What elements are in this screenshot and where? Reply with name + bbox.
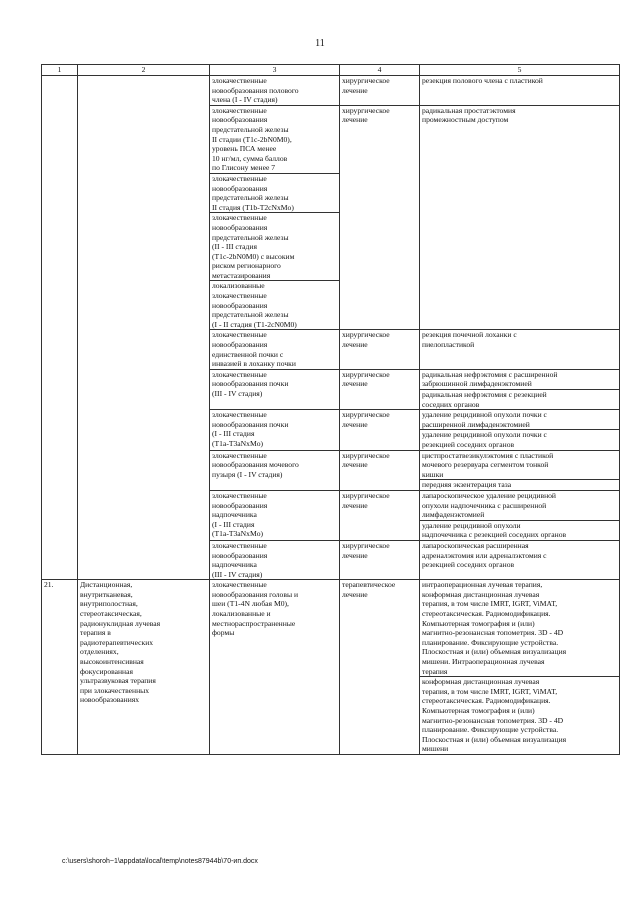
disease-cell: злокачественные новообразования почки (III - IV стадия): [210, 369, 340, 409]
disease-cell: злокачественные новообразования надпочечника (I - III стадия (T1a-T3aNxMo): [210, 490, 340, 540]
method-cell: интраоперационная лучевая терапия, конформная дистанционная лучевая терапия, в том числе IMRT, IGRT, ViMAT, стереотаксическая. Радиомодификация. Компьютерная томография и (или) магнитно-резонансная топометрия. 3D - 4D планирование. Фиксирующие устройства. Плоскостная и (или) объемная визуализация мишени. Интраоперационная лучевая терапия: [420, 580, 620, 677]
treatment-cell: хирургическое лечение: [340, 369, 420, 409]
row-number-cell: [42, 76, 78, 580]
column-number-5: 5: [420, 65, 620, 76]
page-number: 11: [315, 38, 325, 49]
procedure-name-cell: Дистанционная, внутритканевая, внутриполостная, стереотаксическая, радионуклидная лучевая терапия в радиотерапевтических отделениях, высокоинтенсивная фокусированная ультразвуковая терапия при злокачественных новообразованиях: [78, 580, 210, 755]
column-number-1: 1: [42, 65, 78, 76]
method-cell: удаление рецидивной опухоли надпочечника с резекцией соседних органов: [420, 520, 620, 540]
procedure-name-cell: [78, 76, 210, 580]
table-header-row: [42, 65, 620, 76]
treatment-cell: хирургическое лечение: [340, 76, 420, 106]
disease-cell: злокачественные новообразования надпочечника (III - IV стадия): [210, 540, 340, 579]
column-number-3: 3: [210, 65, 340, 76]
disease-cell: злокачественные новообразования полового члена (I - IV стадия): [210, 76, 340, 106]
method-cell: радикальная простатэктомия промежностным доступом: [420, 105, 620, 330]
method-cell: удаление рецидивной опухоли почки с резекцией соседних органов: [420, 430, 620, 450]
footer-file-path: c:\users\shoroh~1\appdata\local\temp\notes87944b\70-ип.docx: [62, 858, 258, 865]
procedures-table: [41, 64, 620, 755]
method-cell: цистпростатвезикулэктомия с пластикой мочевого резервуара сегментом тонкой кишки: [420, 450, 620, 480]
treatment-cell: хирургическое лечение: [340, 410, 420, 450]
treatment-cell: хирургическое лечение: [340, 105, 420, 330]
method-cell: радикальная нефрэктомия с резекцией соседних органов: [420, 390, 620, 410]
disease-cell: злокачественные новообразования предстательной железы II стадии (T1c-2bN0M0), уровень ПСА менее 10 нг/мл, сумма баллов по Глисону менее 7: [210, 105, 340, 173]
method-cell: лапароскопическое удаление рецидивной опухоли надпочечника с расширенной лимфаденэктомией: [420, 490, 620, 520]
treatment-cell: хирургическое лечение: [340, 450, 420, 490]
treatment-cell: хирургическое лечение: [340, 490, 420, 540]
treatment-cell: хирургическое лечение: [340, 330, 420, 369]
table-row: [42, 76, 620, 106]
method-cell: резекция полового члена с пластикой: [420, 76, 620, 106]
disease-cell: злокачественные новообразования мочевого пузыря (I - IV стадия): [210, 450, 340, 490]
method-cell: лапароскопическая расширенная адреналэктомия или адреналэктомия с резекцией соседних органов: [420, 540, 620, 579]
treatment-cell: хирургическое лечение: [340, 540, 420, 579]
column-number-4: 4: [340, 65, 420, 76]
disease-cell: злокачественные новообразования головы и шеи (T1-4N любая M0), локализованные и местнораспространенные формы: [210, 580, 340, 755]
method-cell: передняя экзентерация таза: [420, 480, 620, 491]
table-row: [42, 580, 620, 677]
method-cell: конформная дистанционная лучевая терапия, в том числе IMRT, IGRT, ViMAT, стереотаксическая. Радиомодификация. Компьютерная томография и (или) магнитно-резонансная топометрия. 3D - 4D планирование. Фиксирующие устройства. Плоскостная и (или) объемная визуализация мишени: [420, 677, 620, 755]
method-cell: радикальная нефрэктомия с расширенной забрюшинной лимфаденэктомией: [420, 369, 620, 389]
method-cell: резекция почечной лоханки с пиелопластикой: [420, 330, 620, 369]
disease-cell: злокачественные новообразования предстательной железы (II - III стадия (T1c-2bN0M0) с высоким риском регионарного метастазирования: [210, 213, 340, 281]
column-number-2: 2: [78, 65, 210, 76]
disease-cell: злокачественные новообразования единственной почки с инвазией в лоханку почки: [210, 330, 340, 369]
method-cell: удаление рецидивной опухоли почки с расширенной лимфаденэктомией: [420, 410, 620, 430]
row-number-cell: 21.: [42, 580, 78, 755]
disease-cell: локализованные злокачественные новообразования предстательной железы (I - II стадия (T1-2cN0M0): [210, 281, 340, 330]
disease-cell: злокачественные новообразования почки (I - III стадия (T1a-T3aNxMo): [210, 410, 340, 450]
treatment-cell: терапевтическое лечение: [340, 580, 420, 755]
disease-cell: злокачественные новообразования предстательной железы II стадия (T1b-T2cNxMo): [210, 173, 340, 212]
